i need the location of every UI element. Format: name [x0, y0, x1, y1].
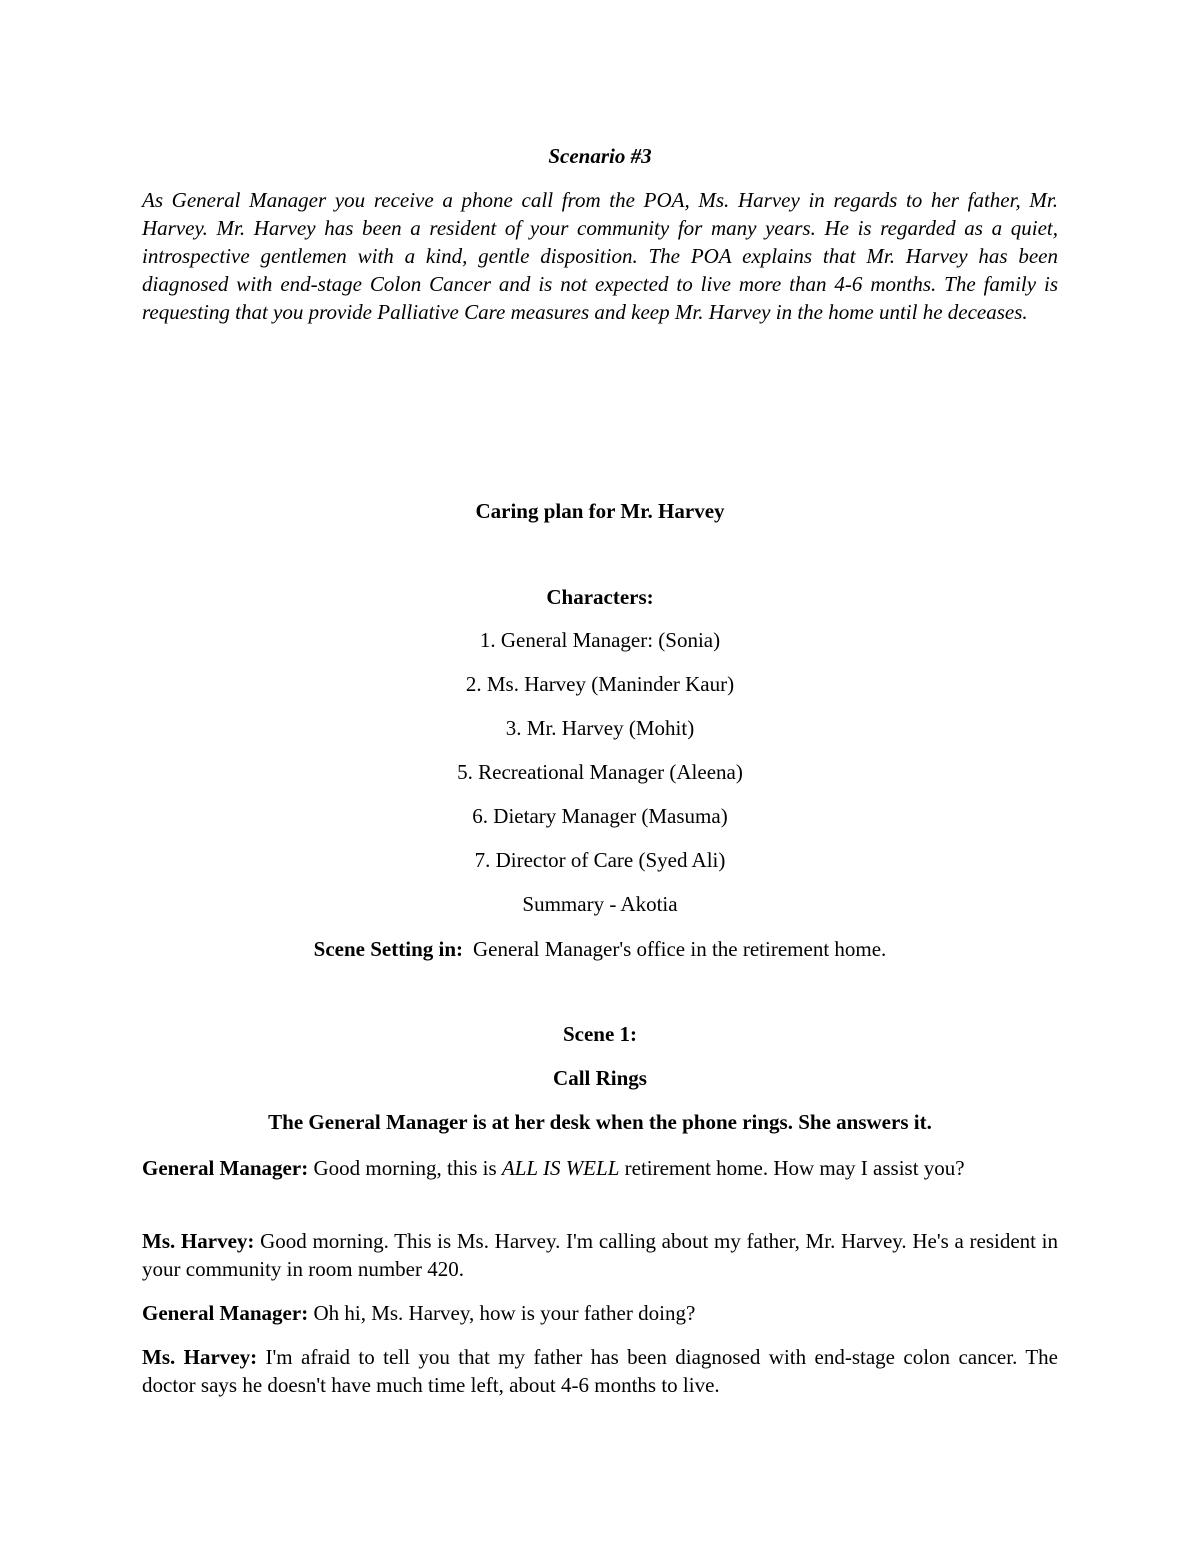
speaker-label: Ms. Harvey: — [142, 1229, 255, 1253]
scene-setting-label: Scene Setting in: — [313, 937, 463, 961]
character-item: Summary - Akotia — [522, 892, 678, 916]
scenario-description: As General Manager you receive a phone call from the POA, Ms. Harvey in regards to her father, Mr. Harvey. Mr. Harvey has been a resident of your community for many years. He is regarded as a quiet, introspective gentlemen with a kind, gentle disposition. The POA explains that Mr. Harvey has been diagnosed with end-stage Colon Cancer and is not expected to live more than 4-6 months. The family is requesting that you provide Palliative Care measures and keep Mr. Harvey in the home until he deceases. — [142, 188, 1058, 324]
stage-direction: The General Manager is at her desk when the phone rings. She answers it. — [268, 1110, 932, 1134]
speaker-label: General Manager: — [142, 1301, 309, 1325]
character-item: 3. Mr. Harvey (Mohit) — [505, 716, 695, 740]
speaker-label: General Manager: — [142, 1156, 309, 1180]
dialogue-text: I'm afraid to tell you that my father has been diagnosed with end-stage colon cancer. The doctor says he doesn't have much time left, about 4-6 months to live. — [142, 1345, 1058, 1397]
character-item: 2. Ms. Harvey (Maninder Kaur) — [465, 672, 735, 696]
character-item: 1. General Manager: (Sonia) — [479, 628, 721, 652]
scene-title: Scene 1: — [562, 1022, 638, 1046]
dialogue-line — [142, 1227, 1058, 1283]
character-item: 5. Recreational Manager (Aleena) — [457, 760, 743, 784]
dialogue-emphasis: ALL IS WELL — [501, 1156, 620, 1180]
dialogue-text: retirement home. How may I assist you? — [619, 1156, 965, 1180]
character-item: 6. Dietary Manager (Masuma) — [472, 804, 728, 828]
scene-setting — [0, 937, 1200, 962]
scene-setting-value: General Manager's office in the retirement home. — [473, 937, 887, 961]
dialogue-line — [142, 1154, 1058, 1182]
scenario-title: Scenario #3 — [548, 144, 652, 168]
speaker-label: Ms. Harvey: — [142, 1345, 258, 1369]
character-item: 7. Director of Care (Syed Ali) — [474, 848, 726, 872]
dialogue-text: Good morning. This is Ms. Harvey. I'm calling about my father, Mr. Harvey. He's a resident in your community in room number 420. — [142, 1229, 1058, 1281]
dialogue-line — [142, 1343, 1058, 1399]
plan-title: Caring plan for Mr. Harvey — [475, 499, 725, 523]
scene-subtitle: Call Rings — [553, 1066, 647, 1090]
characters-heading: Characters: — [546, 585, 654, 609]
dialogue-text: Oh hi, Ms. Harvey, how is your father doing? — [313, 1301, 696, 1325]
dialogue-line — [142, 1299, 1058, 1327]
dialogue-text: Good morning, this is — [313, 1156, 502, 1180]
